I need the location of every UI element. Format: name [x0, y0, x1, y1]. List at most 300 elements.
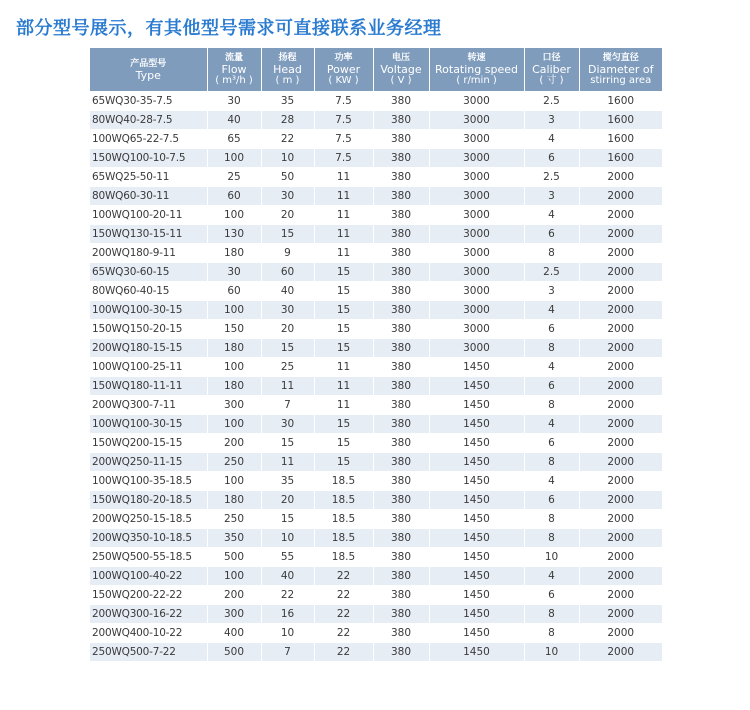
header-power-unit: ( KW )	[328, 75, 359, 86]
cell-diameter: 2000	[579, 548, 662, 567]
cell-power: 11	[314, 358, 373, 377]
cell-type: 150WQ150-20-15	[90, 320, 207, 339]
cell-head: 20	[261, 206, 314, 225]
cell-voltage: 380	[373, 396, 429, 415]
cell-type: 80WQ40-28-7.5	[90, 111, 207, 130]
cell-head: 16	[261, 605, 314, 624]
table-row	[90, 263, 662, 282]
table-row	[90, 244, 662, 263]
cell-speed: 3000	[429, 225, 524, 244]
cell-head: 20	[261, 491, 314, 510]
cell-voltage: 380	[373, 510, 429, 529]
cell-caliber: 6	[524, 586, 579, 605]
cell-flow: 250	[207, 510, 261, 529]
header-head	[261, 48, 314, 92]
cell-voltage: 380	[373, 453, 429, 472]
cell-type: 150WQ130-15-11	[90, 225, 207, 244]
cell-head: 60	[261, 263, 314, 282]
product-model-table	[90, 48, 662, 662]
cell-speed: 1450	[429, 624, 524, 643]
cell-type: 250WQ500-7-22	[90, 643, 207, 662]
header-speed-unit: ( r/min )	[456, 75, 497, 86]
cell-head: 9	[261, 244, 314, 263]
header-caliber-unit: ( 寸 )	[539, 75, 564, 86]
cell-power: 18.5	[314, 472, 373, 491]
cell-power: 15	[314, 263, 373, 282]
cell-power: 22	[314, 624, 373, 643]
cell-power: 15	[314, 301, 373, 320]
cell-caliber: 2.5	[524, 168, 579, 187]
header-diameter-en: Diameter of	[588, 63, 654, 76]
cell-speed: 1450	[429, 415, 524, 434]
header-head-cn: 扬程	[278, 53, 297, 63]
cell-type: 200WQ350-10-18.5	[90, 529, 207, 548]
cell-flow: 500	[207, 548, 261, 567]
cell-head: 22	[261, 586, 314, 605]
cell-head: 35	[261, 92, 314, 111]
cell-power: 22	[314, 567, 373, 586]
cell-diameter: 2000	[579, 510, 662, 529]
header-power-en: Power	[326, 63, 361, 76]
cell-speed: 3000	[429, 244, 524, 263]
cell-caliber: 3	[524, 111, 579, 130]
cell-speed: 1450	[429, 510, 524, 529]
cell-flow: 65	[207, 130, 261, 149]
cell-diameter: 2000	[579, 187, 662, 206]
cell-type: 65WQ25-50-11	[90, 168, 207, 187]
table-row	[90, 415, 662, 434]
cell-caliber: 8	[524, 529, 579, 548]
cell-speed: 3000	[429, 111, 524, 130]
cell-speed: 1450	[429, 567, 524, 586]
table-row	[90, 168, 662, 187]
cell-type: 80WQ60-40-15	[90, 282, 207, 301]
cell-head: 40	[261, 282, 314, 301]
cell-head: 7	[261, 396, 314, 415]
cell-caliber: 6	[524, 434, 579, 453]
cell-caliber: 2.5	[524, 92, 579, 111]
cell-speed: 3000	[429, 168, 524, 187]
cell-diameter: 2000	[579, 282, 662, 301]
cell-diameter: 1600	[579, 111, 662, 130]
table-row	[90, 510, 662, 529]
header-diameter	[579, 48, 662, 92]
header-speed	[429, 48, 524, 92]
cell-caliber: 2.5	[524, 263, 579, 282]
cell-power: 11	[314, 396, 373, 415]
cell-type: 100WQ100-25-11	[90, 358, 207, 377]
cell-type: 150WQ180-20-18.5	[90, 491, 207, 510]
cell-caliber: 6	[524, 377, 579, 396]
cell-type: 150WQ200-22-22	[90, 586, 207, 605]
cell-voltage: 380	[373, 605, 429, 624]
cell-speed: 1450	[429, 586, 524, 605]
cell-diameter: 2000	[579, 225, 662, 244]
table-row	[90, 130, 662, 149]
cell-head: 15	[261, 225, 314, 244]
cell-head: 11	[261, 377, 314, 396]
cell-voltage: 380	[373, 643, 429, 662]
cell-caliber: 3	[524, 282, 579, 301]
cell-power: 15	[314, 453, 373, 472]
table-row	[90, 453, 662, 472]
cell-voltage: 380	[373, 187, 429, 206]
cell-voltage: 380	[373, 320, 429, 339]
cell-voltage: 380	[373, 472, 429, 491]
table-body	[90, 92, 662, 662]
cell-power: 11	[314, 377, 373, 396]
cell-voltage: 380	[373, 586, 429, 605]
cell-speed: 3000	[429, 187, 524, 206]
header-head-unit: ( m )	[275, 75, 300, 86]
cell-power: 7.5	[314, 130, 373, 149]
table-row	[90, 605, 662, 624]
cell-voltage: 380	[373, 358, 429, 377]
cell-voltage: 380	[373, 206, 429, 225]
cell-caliber: 4	[524, 301, 579, 320]
cell-flow: 500	[207, 643, 261, 662]
cell-type: 150WQ100-10-7.5	[90, 149, 207, 168]
cell-diameter: 2000	[579, 567, 662, 586]
cell-speed: 1450	[429, 548, 524, 567]
cell-diameter: 2000	[579, 206, 662, 225]
cell-type: 65WQ30-60-15	[90, 263, 207, 282]
cell-caliber: 4	[524, 472, 579, 491]
header-caliber-en: Caliber	[532, 63, 571, 76]
cell-power: 22	[314, 643, 373, 662]
cell-head: 55	[261, 548, 314, 567]
header-voltage-unit: ( V )	[390, 75, 412, 86]
cell-flow: 40	[207, 111, 261, 130]
cell-diameter: 2000	[579, 491, 662, 510]
cell-type: 200WQ180-15-15	[90, 339, 207, 358]
cell-diameter: 1600	[579, 130, 662, 149]
header-diameter-cn: 搅匀直径	[602, 53, 639, 63]
cell-voltage: 380	[373, 339, 429, 358]
cell-diameter: 2000	[579, 320, 662, 339]
cell-caliber: 6	[524, 491, 579, 510]
cell-flow: 400	[207, 624, 261, 643]
cell-caliber: 3	[524, 187, 579, 206]
cell-diameter: 1600	[579, 149, 662, 168]
cell-speed: 3000	[429, 206, 524, 225]
cell-type: 100WQ100-35-18.5	[90, 472, 207, 491]
cell-speed: 1450	[429, 472, 524, 491]
cell-type: 150WQ200-15-15	[90, 434, 207, 453]
cell-type: 80WQ60-30-11	[90, 187, 207, 206]
cell-diameter: 2000	[579, 244, 662, 263]
cell-head: 25	[261, 358, 314, 377]
cell-caliber: 6	[524, 320, 579, 339]
cell-diameter: 2000	[579, 472, 662, 491]
header-caliber-cn: 口径	[542, 53, 561, 63]
cell-diameter: 2000	[579, 605, 662, 624]
cell-diameter: 2000	[579, 415, 662, 434]
header-caliber	[524, 48, 579, 92]
cell-type: 200WQ300-7-11	[90, 396, 207, 415]
cell-diameter: 2000	[579, 586, 662, 605]
cell-caliber: 8	[524, 605, 579, 624]
cell-voltage: 380	[373, 168, 429, 187]
cell-voltage: 380	[373, 282, 429, 301]
table-row	[90, 358, 662, 377]
cell-flow: 200	[207, 586, 261, 605]
table-row	[90, 92, 662, 111]
cell-caliber: 6	[524, 149, 579, 168]
cell-flow: 350	[207, 529, 261, 548]
cell-head: 40	[261, 567, 314, 586]
cell-type: 100WQ100-20-11	[90, 206, 207, 225]
cell-voltage: 380	[373, 301, 429, 320]
cell-diameter: 2000	[579, 301, 662, 320]
cell-diameter: 2000	[579, 358, 662, 377]
cell-power: 18.5	[314, 529, 373, 548]
cell-type: 100WQ100-40-22	[90, 567, 207, 586]
table-row	[90, 187, 662, 206]
cell-voltage: 380	[373, 415, 429, 434]
cell-voltage: 380	[373, 92, 429, 111]
cell-caliber: 8	[524, 244, 579, 263]
cell-caliber: 4	[524, 130, 579, 149]
cell-head: 10	[261, 624, 314, 643]
cell-speed: 3000	[429, 282, 524, 301]
cell-flow: 150	[207, 320, 261, 339]
cell-caliber: 4	[524, 415, 579, 434]
table-row	[90, 586, 662, 605]
cell-power: 18.5	[314, 510, 373, 529]
cell-flow: 200	[207, 434, 261, 453]
cell-voltage: 380	[373, 225, 429, 244]
cell-diameter: 2000	[579, 624, 662, 643]
table-row	[90, 529, 662, 548]
cell-power: 11	[314, 168, 373, 187]
cell-diameter: 2000	[579, 529, 662, 548]
cell-speed: 3000	[429, 92, 524, 111]
header-type	[90, 48, 207, 92]
cell-diameter: 1600	[579, 92, 662, 111]
cell-power: 7.5	[314, 149, 373, 168]
cell-head: 50	[261, 168, 314, 187]
cell-caliber: 4	[524, 358, 579, 377]
header-voltage-en: Voltage	[380, 63, 422, 76]
cell-caliber: 8	[524, 396, 579, 415]
cell-type: 100WQ65-22-7.5	[90, 130, 207, 149]
cell-flow: 180	[207, 377, 261, 396]
cell-voltage: 380	[373, 434, 429, 453]
cell-type: 100WQ100-30-15	[90, 415, 207, 434]
cell-speed: 3000	[429, 301, 524, 320]
cell-speed: 3000	[429, 130, 524, 149]
cell-head: 15	[261, 510, 314, 529]
cell-flow: 250	[207, 453, 261, 472]
cell-type: 200WQ250-11-15	[90, 453, 207, 472]
table-row	[90, 282, 662, 301]
cell-type: 100WQ100-30-15	[90, 301, 207, 320]
table-row	[90, 206, 662, 225]
cell-power: 15	[314, 434, 373, 453]
cell-head: 10	[261, 529, 314, 548]
cell-flow: 30	[207, 263, 261, 282]
cell-flow: 100	[207, 567, 261, 586]
cell-diameter: 2000	[579, 263, 662, 282]
cell-speed: 1450	[429, 358, 524, 377]
cell-caliber: 8	[524, 624, 579, 643]
header-head-en: Head	[273, 63, 302, 76]
cell-speed: 1450	[429, 453, 524, 472]
header-voltage-cn: 电压	[391, 53, 410, 63]
cell-head: 30	[261, 301, 314, 320]
table-row	[90, 472, 662, 491]
table-row	[90, 339, 662, 358]
cell-caliber: 8	[524, 453, 579, 472]
cell-speed: 1450	[429, 491, 524, 510]
page-title: 部分型号展示，有其他型号需求可直接联系业务经理	[16, 18, 442, 39]
cell-diameter: 2000	[579, 434, 662, 453]
cell-power: 11	[314, 225, 373, 244]
cell-voltage: 380	[373, 624, 429, 643]
cell-voltage: 380	[373, 130, 429, 149]
cell-speed: 1450	[429, 605, 524, 624]
cell-voltage: 380	[373, 149, 429, 168]
cell-head: 35	[261, 472, 314, 491]
cell-speed: 1450	[429, 529, 524, 548]
table-row	[90, 149, 662, 168]
header-power-cn: 功率	[334, 53, 353, 63]
cell-caliber: 6	[524, 225, 579, 244]
cell-head: 10	[261, 149, 314, 168]
cell-type: 250WQ500-55-18.5	[90, 548, 207, 567]
table-row	[90, 396, 662, 415]
cell-speed: 1450	[429, 434, 524, 453]
cell-voltage: 380	[373, 377, 429, 396]
cell-flow: 180	[207, 491, 261, 510]
cell-type: 150WQ180-11-11	[90, 377, 207, 396]
cell-flow: 300	[207, 396, 261, 415]
cell-head: 30	[261, 415, 314, 434]
cell-flow: 100	[207, 358, 261, 377]
cell-power: 18.5	[314, 548, 373, 567]
table-row	[90, 548, 662, 567]
cell-power: 15	[314, 339, 373, 358]
cell-head: 15	[261, 339, 314, 358]
cell-power: 22	[314, 586, 373, 605]
cell-voltage: 380	[373, 567, 429, 586]
cell-speed: 1450	[429, 396, 524, 415]
cell-type: 200WQ180-9-11	[90, 244, 207, 263]
header-diameter-unit: stirring area	[590, 75, 652, 86]
cell-type: 200WQ400-10-22	[90, 624, 207, 643]
cell-head: 28	[261, 111, 314, 130]
cell-flow: 100	[207, 206, 261, 225]
cell-flow: 30	[207, 92, 261, 111]
cell-flow: 25	[207, 168, 261, 187]
cell-caliber: 4	[524, 206, 579, 225]
cell-speed: 1450	[429, 377, 524, 396]
table-row	[90, 377, 662, 396]
header-flow-en: Flow	[221, 63, 247, 76]
cell-voltage: 380	[373, 263, 429, 282]
cell-caliber: 10	[524, 548, 579, 567]
cell-head: 11	[261, 453, 314, 472]
cell-caliber: 8	[524, 510, 579, 529]
header-type-en: Type	[135, 68, 161, 82]
cell-power: 22	[314, 605, 373, 624]
cell-speed: 3000	[429, 320, 524, 339]
cell-flow: 100	[207, 415, 261, 434]
table-row	[90, 624, 662, 643]
cell-diameter: 2000	[579, 168, 662, 187]
cell-power: 11	[314, 244, 373, 263]
cell-flow: 60	[207, 187, 261, 206]
cell-power: 7.5	[314, 111, 373, 130]
cell-speed: 3000	[429, 263, 524, 282]
cell-voltage: 380	[373, 548, 429, 567]
header-speed-en: Rotating speed	[435, 63, 518, 76]
cell-voltage: 380	[373, 111, 429, 130]
header-speed-cn: 转速	[467, 53, 486, 63]
cell-head: 22	[261, 130, 314, 149]
cell-power: 15	[314, 320, 373, 339]
table-row	[90, 320, 662, 339]
cell-speed: 1450	[429, 643, 524, 662]
cell-power: 11	[314, 187, 373, 206]
table-row	[90, 301, 662, 320]
table-row	[90, 567, 662, 586]
cell-flow: 60	[207, 282, 261, 301]
cell-diameter: 2000	[579, 453, 662, 472]
cell-power: 11	[314, 206, 373, 225]
table-row	[90, 434, 662, 453]
header-power	[314, 48, 373, 92]
table-row	[90, 491, 662, 510]
cell-diameter: 2000	[579, 396, 662, 415]
header-flow-unit: ( m³/h )	[215, 75, 253, 86]
header-type-cn: 产品型号	[130, 58, 167, 69]
cell-head: 20	[261, 320, 314, 339]
header-voltage	[373, 48, 429, 92]
cell-diameter: 2000	[579, 339, 662, 358]
cell-type: 200WQ250-15-18.5	[90, 510, 207, 529]
cell-diameter: 2000	[579, 377, 662, 396]
cell-power: 15	[314, 282, 373, 301]
cell-voltage: 380	[373, 244, 429, 263]
header-flow	[207, 48, 261, 92]
header-flow-cn: 流量	[224, 53, 243, 63]
cell-voltage: 380	[373, 491, 429, 510]
cell-caliber: 10	[524, 643, 579, 662]
cell-speed: 3000	[429, 149, 524, 168]
cell-flow: 100	[207, 301, 261, 320]
cell-power: 18.5	[314, 491, 373, 510]
cell-flow: 180	[207, 339, 261, 358]
cell-head: 15	[261, 434, 314, 453]
cell-head: 7	[261, 643, 314, 662]
cell-caliber: 4	[524, 567, 579, 586]
cell-voltage: 380	[373, 529, 429, 548]
cell-power: 15	[314, 415, 373, 434]
cell-power: 7.5	[314, 92, 373, 111]
cell-diameter: 2000	[579, 643, 662, 662]
cell-flow: 180	[207, 244, 261, 263]
cell-flow: 300	[207, 605, 261, 624]
table-row	[90, 643, 662, 662]
table-row	[90, 111, 662, 130]
table-header-row	[90, 48, 662, 92]
cell-flow: 130	[207, 225, 261, 244]
cell-speed: 3000	[429, 339, 524, 358]
cell-type: 200WQ300-16-22	[90, 605, 207, 624]
cell-type: 65WQ30-35-7.5	[90, 92, 207, 111]
